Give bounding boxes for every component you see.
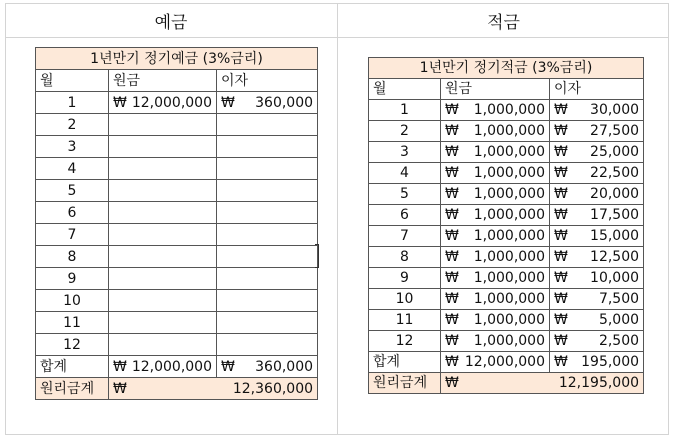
month-cell[interactable]: 12: [36, 334, 109, 356]
interest-value: 2,500: [598, 333, 640, 349]
table-row: [36, 312, 318, 334]
principal-cell[interactable]: [441, 163, 550, 184]
deposit-title[interactable]: 1년만기 정기예금 (3%금리): [36, 48, 318, 70]
deposit-header: 예금: [154, 13, 188, 33]
currency-symbol: ₩: [445, 354, 459, 370]
month-cell[interactable]: 7: [369, 226, 441, 247]
table-row: [369, 289, 644, 310]
month-cell[interactable]: 8: [369, 247, 441, 268]
principal-cell[interactable]: [109, 312, 217, 334]
interest-cell[interactable]: [217, 158, 318, 180]
table-row: [369, 163, 644, 184]
interest-value: 22,500: [590, 165, 640, 181]
table-row: [36, 158, 318, 180]
col-interest-header[interactable]: 이자: [550, 79, 644, 100]
interest-cell[interactable]: [217, 334, 318, 356]
currency-symbol: ₩: [221, 94, 235, 111]
month-cell[interactable]: 11: [369, 310, 441, 331]
interest-cell[interactable]: [550, 142, 644, 163]
month-cell[interactable]: 3: [36, 136, 109, 158]
principal-cell[interactable]: [441, 226, 550, 247]
principal-value: 1,000,000: [473, 102, 545, 118]
sum-principal-value: 12,000,000: [131, 358, 212, 375]
interest-cell[interactable]: [217, 224, 318, 246]
table-row: [36, 268, 318, 290]
interest-value: 7,500: [598, 291, 640, 307]
savings-header: 적금: [487, 13, 520, 33]
principal-value: 1,000,000: [473, 144, 545, 160]
month-cell[interactable]: 5: [36, 180, 109, 202]
principal-value: 1,000,000: [473, 123, 545, 139]
currency-symbol: ₩: [554, 249, 568, 265]
currency-symbol: ₩: [445, 165, 459, 181]
principal-cell[interactable]: [109, 114, 217, 136]
currency-symbol: ₩: [445, 228, 459, 244]
table-row: [36, 290, 318, 312]
savings-title[interactable]: 1년만기 정기적금 (3%금리): [369, 58, 644, 79]
principal-cell[interactable]: [109, 290, 217, 312]
total-value: 12,360,000: [232, 380, 314, 397]
currency-symbol: ₩: [554, 207, 568, 223]
table-row: [36, 202, 318, 224]
interest-value: 10,000: [590, 270, 640, 286]
currency-symbol: ₩: [554, 165, 568, 181]
sum-principal[interactable]: [109, 356, 217, 378]
interest-cell[interactable]: [550, 163, 644, 184]
principal-cell[interactable]: [441, 100, 550, 121]
sum-interest[interactable]: [217, 356, 318, 378]
currency-symbol: ₩: [554, 186, 568, 202]
interest-value: 360,000: [255, 94, 314, 111]
col-month-header[interactable]: 월: [36, 70, 109, 92]
month-cell[interactable]: 10: [36, 290, 109, 312]
month-cell[interactable]: 2: [36, 114, 109, 136]
currency-symbol: ₩: [445, 102, 459, 118]
currency-symbol: ₩: [113, 94, 127, 111]
principal-cell[interactable]: [441, 247, 550, 268]
currency-symbol: ₩: [445, 207, 459, 223]
month-cell[interactable]: 4: [369, 163, 441, 184]
cell-selection-edge[interactable]: [315, 244, 319, 268]
principal-cell[interactable]: [441, 121, 550, 142]
month-cell[interactable]: 10: [369, 289, 441, 310]
currency-symbol: ₩: [445, 249, 459, 265]
currency-symbol: ₩: [445, 375, 459, 391]
month-cell[interactable]: 4: [36, 158, 109, 180]
sum-principal-value: 12,000,000: [464, 354, 545, 370]
interest-cell[interactable]: [217, 114, 318, 136]
interest-cell[interactable]: [550, 310, 644, 331]
currency-symbol: ₩: [554, 144, 568, 160]
table-row: [369, 310, 644, 331]
column-divider: [337, 3, 338, 435]
currency-symbol: ₩: [445, 333, 459, 349]
sum-label[interactable]: 합계: [369, 352, 441, 373]
interest-cell[interactable]: [550, 226, 644, 247]
principal-cell[interactable]: [109, 92, 217, 114]
principal-value: 1,000,000: [473, 165, 545, 181]
principal-cell[interactable]: [109, 268, 217, 290]
col-month-header[interactable]: 월: [369, 79, 441, 100]
table-row: [369, 142, 644, 163]
interest-cell[interactable]: [217, 92, 318, 114]
currency-symbol: ₩: [554, 102, 568, 118]
table-row: [36, 334, 318, 356]
interest-cell[interactable]: [550, 121, 644, 142]
month-cell[interactable]: 9: [369, 268, 441, 289]
principal-value: 1,000,000: [473, 228, 545, 244]
month-cell[interactable]: 11: [36, 312, 109, 334]
interest-cell[interactable]: [217, 136, 318, 158]
principal-value: 1,000,000: [473, 333, 545, 349]
table-row: [36, 224, 318, 246]
currency-symbol: ₩: [113, 358, 127, 375]
table-row: [36, 136, 318, 158]
month-cell[interactable]: 9: [36, 268, 109, 290]
interest-cell[interactable]: [550, 247, 644, 268]
table-row: [369, 100, 644, 121]
table-row: [369, 121, 644, 142]
savings-table: [368, 57, 644, 394]
principal-cell[interactable]: [109, 158, 217, 180]
currency-symbol: ₩: [445, 291, 459, 307]
table-row: [369, 205, 644, 226]
month-cell[interactable]: 6: [36, 202, 109, 224]
col-principal-header[interactable]: 원금: [109, 70, 217, 92]
principal-value: 12,000,000: [131, 94, 212, 111]
deposit-table: [35, 47, 318, 400]
principal-cell[interactable]: [109, 202, 217, 224]
principal-cell[interactable]: [109, 246, 217, 268]
sum-interest-value: 360,000: [255, 358, 314, 375]
total-value: 12,195,000: [558, 375, 640, 391]
total-value-cell[interactable]: [441, 373, 644, 394]
interest-value: 20,000: [590, 186, 640, 202]
interest-cell[interactable]: [550, 268, 644, 289]
interest-cell[interactable]: [550, 331, 644, 352]
total-label[interactable]: 원리금계: [36, 378, 109, 400]
interest-cell[interactable]: [217, 312, 318, 334]
principal-value: 1,000,000: [473, 249, 545, 265]
currency-symbol: ₩: [445, 186, 459, 202]
interest-value: 17,500: [590, 207, 640, 223]
interest-value: 5,000: [598, 312, 640, 328]
month-cell[interactable]: 3: [369, 142, 441, 163]
interest-cell[interactable]: [550, 289, 644, 310]
col-interest-header[interactable]: 이자: [217, 70, 318, 92]
principal-value: 1,000,000: [473, 312, 545, 328]
currency-symbol: ₩: [554, 123, 568, 139]
month-cell[interactable]: 1: [36, 92, 109, 114]
currency-symbol: ₩: [554, 270, 568, 286]
principal-cell[interactable]: [441, 310, 550, 331]
month-cell[interactable]: 2: [369, 121, 441, 142]
interest-value: 15,000: [590, 228, 640, 244]
currency-symbol: ₩: [113, 380, 127, 397]
interest-cell[interactable]: [217, 202, 318, 224]
interest-cell[interactable]: [217, 246, 318, 268]
currency-symbol: ₩: [445, 312, 459, 328]
currency-symbol: ₩: [554, 354, 568, 370]
interest-value: 27,500: [590, 123, 640, 139]
table-row: [369, 184, 644, 205]
interest-value: 30,000: [590, 102, 640, 118]
principal-cell[interactable]: [441, 184, 550, 205]
currency-symbol: ₩: [445, 270, 459, 286]
interest-cell[interactable]: [550, 205, 644, 226]
interest-cell[interactable]: [217, 290, 318, 312]
sum-label[interactable]: 합계: [36, 356, 109, 378]
table-row: [36, 246, 318, 268]
month-cell[interactable]: 8: [36, 246, 109, 268]
principal-cell[interactable]: [109, 334, 217, 356]
currency-symbol: ₩: [554, 333, 568, 349]
interest-cell[interactable]: [550, 184, 644, 205]
principal-cell[interactable]: [441, 268, 550, 289]
currency-symbol: ₩: [445, 123, 459, 139]
table-row: [36, 180, 318, 202]
principal-cell[interactable]: [109, 136, 217, 158]
month-cell[interactable]: 12: [369, 331, 441, 352]
interest-cell[interactable]: [217, 180, 318, 202]
principal-cell[interactable]: [441, 205, 550, 226]
table-row: [36, 92, 318, 114]
month-cell[interactable]: 5: [369, 184, 441, 205]
principal-cell[interactable]: [109, 224, 217, 246]
sum-interest-value: 195,000: [581, 354, 640, 370]
table-row: [369, 247, 644, 268]
principal-cell[interactable]: [441, 142, 550, 163]
currency-symbol: ₩: [554, 312, 568, 328]
principal-value: 1,000,000: [473, 186, 545, 202]
col-principal-header[interactable]: 원금: [441, 79, 550, 100]
principal-value: 1,000,000: [473, 291, 545, 307]
month-cell[interactable]: 1: [369, 100, 441, 121]
currency-symbol: ₩: [554, 291, 568, 307]
interest-value: 25,000: [590, 144, 640, 160]
principal-cell[interactable]: [441, 289, 550, 310]
month-cell[interactable]: 6: [369, 205, 441, 226]
currency-symbol: ₩: [554, 228, 568, 244]
table-row: [369, 226, 644, 247]
principal-value: 1,000,000: [473, 207, 545, 223]
total-value-cell[interactable]: [109, 378, 318, 400]
sum-interest[interactable]: [550, 352, 644, 373]
principal-cell[interactable]: [441, 331, 550, 352]
currency-symbol: ₩: [221, 358, 235, 375]
table-row: [36, 114, 318, 136]
table-row: [369, 331, 644, 352]
month-cell[interactable]: 7: [36, 224, 109, 246]
table-row: [369, 268, 644, 289]
sum-principal[interactable]: [441, 352, 550, 373]
header-divider: [5, 37, 669, 38]
total-label[interactable]: 원리금계: [369, 373, 441, 394]
principal-cell[interactable]: [109, 180, 217, 202]
interest-cell[interactable]: [217, 268, 318, 290]
interest-cell[interactable]: [550, 100, 644, 121]
currency-symbol: ₩: [445, 144, 459, 160]
interest-value: 12,500: [590, 249, 640, 265]
principal-value: 1,000,000: [473, 270, 545, 286]
